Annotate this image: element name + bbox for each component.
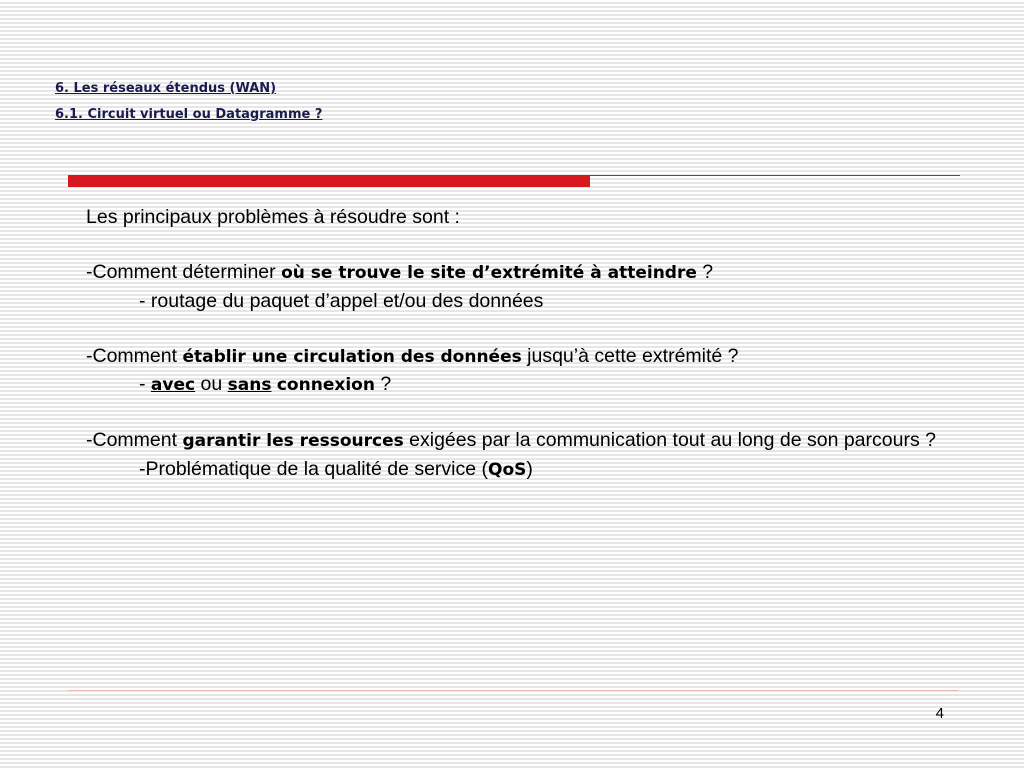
slide-header (55, 76, 322, 128)
question-2-suffix: jusqu’à cette extrémité ? (521, 344, 739, 367)
keyword-sans: sans (227, 375, 272, 395)
footer-divider (68, 690, 958, 691)
question-2-detail (86, 371, 946, 400)
question-3-prefix: -Comment (86, 429, 183, 451)
intro-text: Les principaux problèmes à résoudre sont : (86, 206, 460, 228)
question-3-detail (86, 456, 946, 485)
question-2-emphasis: établir une circulation des données (182, 346, 522, 367)
question-2-prefix: -Comment (86, 344, 183, 367)
word-ou: ou (195, 373, 228, 395)
question-1-suffix: ? (696, 261, 714, 283)
slide-body (86, 204, 946, 484)
question-1-detail: - routage du paquet d’appel et/ou des données (139, 289, 544, 312)
accent-bar (68, 175, 590, 187)
keyword-avec: avec (150, 375, 196, 395)
question-2 (86, 343, 946, 372)
keyword-connexion: connexion (276, 375, 375, 395)
accent-line (590, 175, 960, 176)
question-1-prefix: -Comment déterminer (86, 261, 282, 283)
question-3 (86, 427, 946, 456)
slide-subtitle: 6.1. Circuit virtuel ou Datagramme ? (55, 107, 323, 122)
question-3-detail-prefix: -Problématique de la qualité de service ( (139, 457, 489, 480)
question-2-detail-prefix: - (139, 373, 151, 395)
question-3-emphasis: garantir les ressources (182, 431, 404, 451)
question-1-emphasis: où se trouve le site d’extrémité à atteindre (281, 263, 697, 283)
slide-title: 6. Les réseaux étendus (WAN) (55, 81, 277, 96)
question-2-detail-suffix: ? (374, 373, 392, 395)
page-number: 4 (935, 705, 944, 722)
question-1 (86, 259, 946, 288)
question-3-detail-suffix: ) (526, 457, 533, 480)
keyword-qos: QoS (488, 459, 527, 480)
question-3-suffix: exigées par la communication tout au long de son parcours ? (403, 429, 936, 451)
